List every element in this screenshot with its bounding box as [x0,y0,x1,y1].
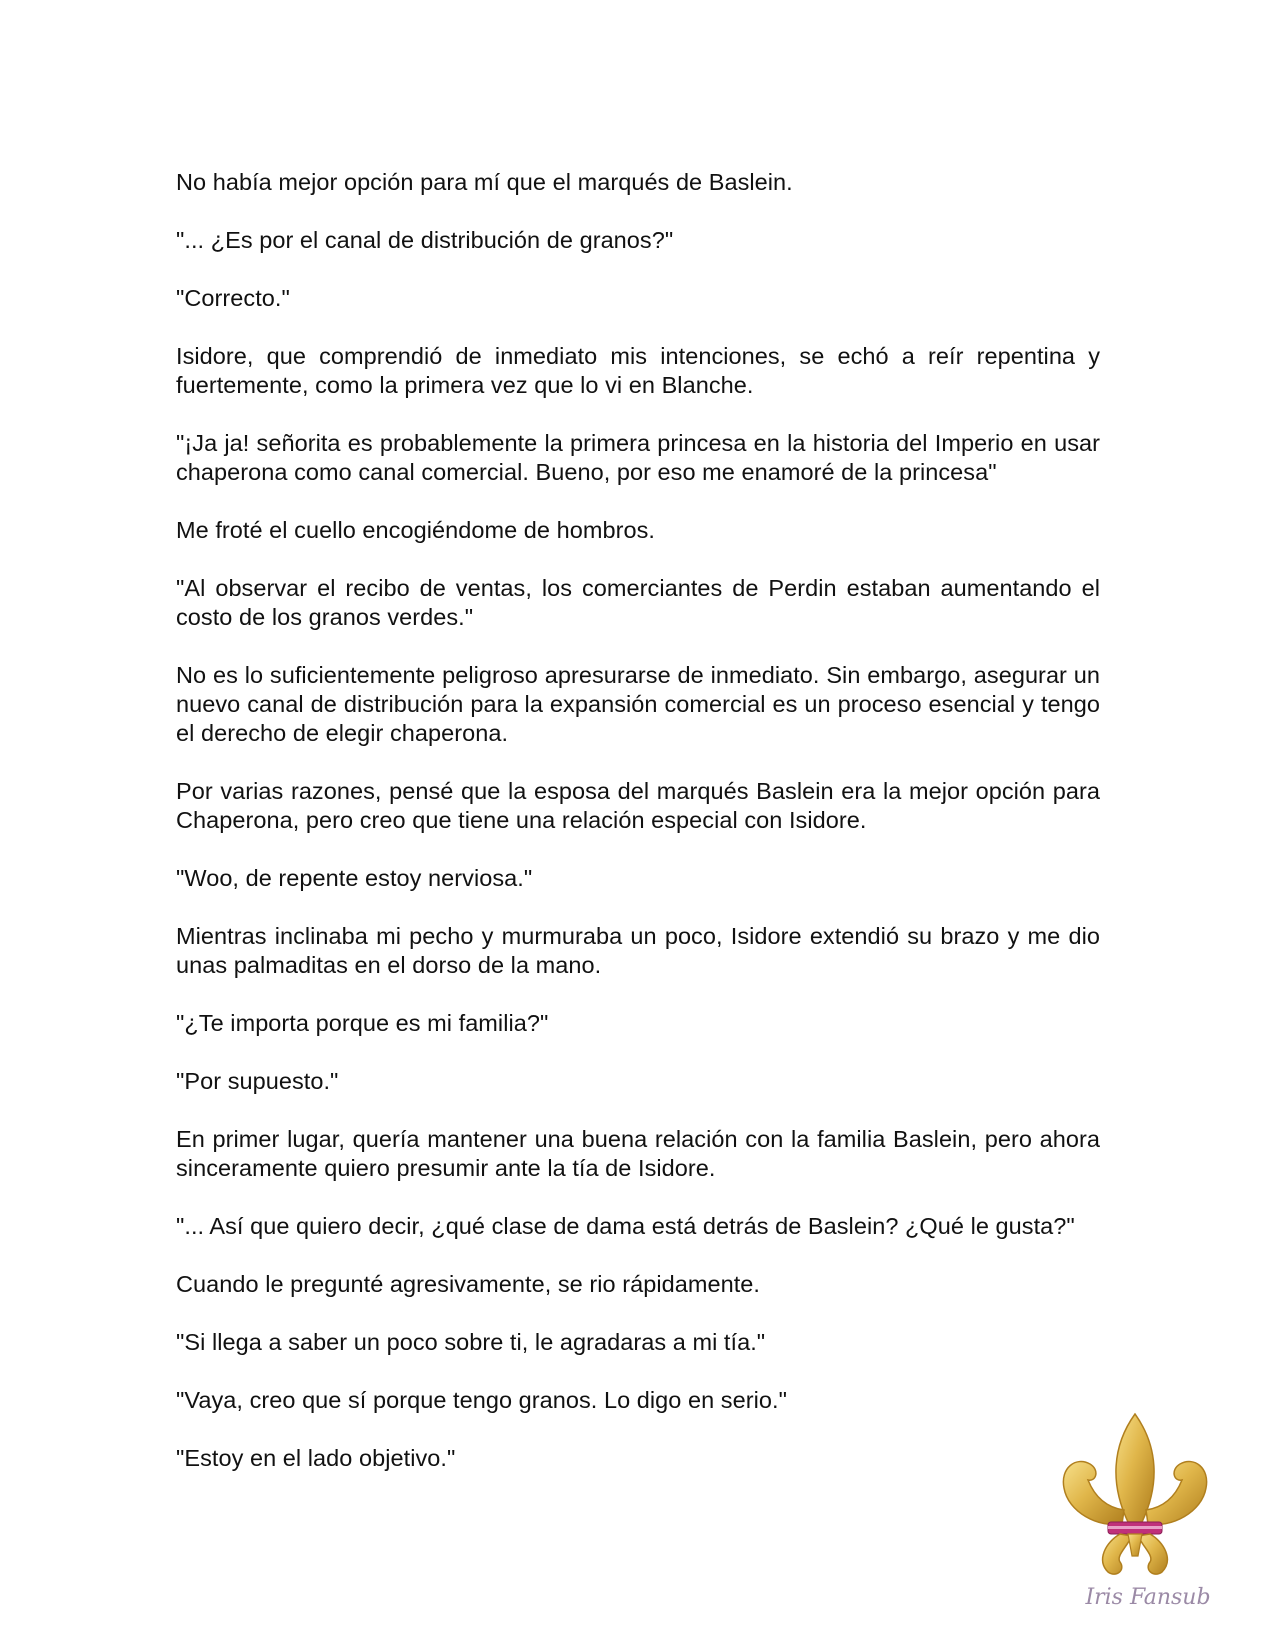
paragraph: "Por supuesto." [176,1068,339,1094]
paragraph: "Vaya, creo que sí porque tengo granos. Lo digo en serio." [176,1387,787,1413]
paragraph: "¡Ja ja! señorita es probablemente la primera princesa en la historia del Imperio en usar chaperona como canal comercial. Bueno, por eso me enamoré de la princesa" [176,430,1100,485]
paragraph: "Al observar el recibo de ventas, los comerciantes de Perdin estaban aumentando el costo de los granos verdes." [176,575,1100,630]
paragraph: "Estoy en el lado objetivo." [176,1445,456,1471]
paragraph: En primer lugar, quería mantener una buena relación con la familia Baslein, pero ahora sinceramente quiero presumir ante la tía de Isidore. [176,1126,1100,1181]
paragraph: "Correcto." [176,285,290,311]
logo-caption: Iris Fansub [1085,1585,1211,1610]
paragraph: "... ¿Es por el canal de distribución de granos?" [176,227,674,253]
paragraph: "... Así que quiero decir, ¿qué clase de dama está detrás de Baslein? ¿Qué le gusta?" [176,1213,1075,1239]
paragraph: Isidore, que comprendió de inmediato mis intenciones, se echó a reír repentina y fuertemente, como la primera vez que lo vi en Blanche. [176,343,1100,398]
paragraph: "Woo, de repente estoy nerviosa." [176,865,533,891]
paragraph: "¿Te importa porque es mi familia?" [176,1010,549,1036]
paragraph: Me froté el cuello encogiéndome de hombros. [176,517,655,543]
paragraph: Cuando le pregunté agresivamente, se rio rápidamente. [176,1271,760,1297]
paragraph: Mientras inclinaba mi pecho y murmuraba un poco, Isidore extendió su brazo y me dio unas palmaditas en el dorso de la mano. [176,923,1100,978]
document-body [176,168,1100,1502]
paragraph: "Si llega a saber un poco sobre ti, le agradaras a mi tía." [176,1329,766,1355]
fleur-de-lis-icon [1050,1410,1220,1585]
fansub-logo [1050,1410,1220,1630]
paragraph: Por varias razones, pensé que la esposa del marqués Baslein era la mejor opción para Chaperona, pero creo que tiene una relación especial con Isidore. [176,778,1100,833]
paragraph: No es lo suficientemente peligroso apresurarse de inmediato. Sin embargo, asegurar un nuevo canal de distribución para la expansión comercial es un proceso esencial y tengo el derecho de elegir chaperona. [176,662,1100,746]
paragraph: No había mejor opción para mí que el marqués de Baslein. [176,169,793,195]
